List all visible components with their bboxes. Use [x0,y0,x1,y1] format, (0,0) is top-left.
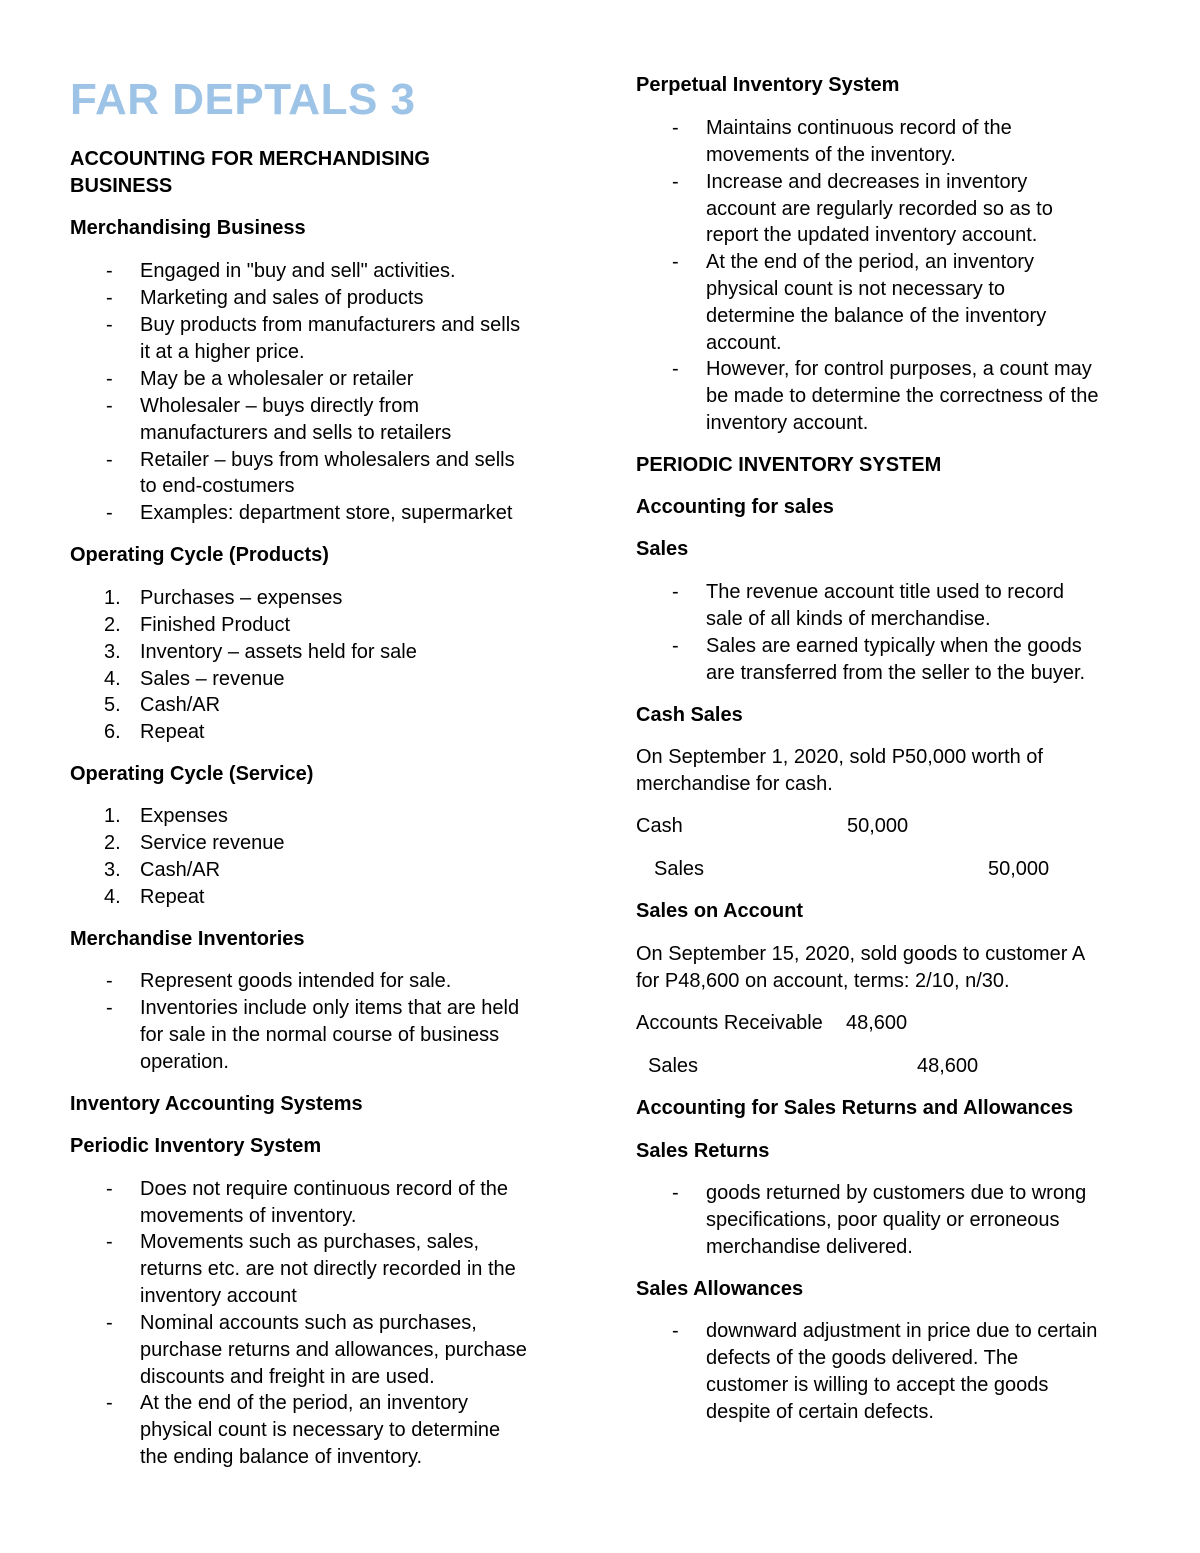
list-item: - Represent goods intended for sale. [106,970,452,992]
list-item: - At the end of the period, an inventory [672,251,1034,273]
numbered-item: 2. Finished Product [104,614,291,636]
list-item-cont: merchandise delivered. [706,1236,913,1258]
list-item: - Increase and decreases in inventory [672,171,1028,193]
section-heading-main-1: ACCOUNTING FOR MERCHANDISING [70,148,430,170]
journal-credit-amount: 48,600 [917,1055,979,1077]
merch-business-heading: Merchandising Business [70,217,306,239]
list-item-cont: movements of inventory. [140,1205,357,1227]
numbered-item: 4. Sales – revenue [104,668,285,690]
list-item: - Sales are earned typically when the goods [672,635,1082,657]
returns-allowances-heading: Accounting for Sales Returns and Allowances [636,1097,1074,1119]
list-item: - May be a wholesaler or retailer [106,368,414,390]
list-item-cont: account. [706,332,782,354]
journal-debit-account: Cash [636,815,683,837]
list-item-cont: inventory account. [706,412,869,434]
list-item-cont: customer is willing to accept the goods [706,1374,1049,1396]
sales-on-account-text-2: for P48,600 on account, terms: 2/10, n/30. [636,970,1010,992]
list-item: - goods returned by customers due to wrong [672,1182,1087,1204]
sales-allowances-heading: Sales Allowances [636,1278,804,1300]
list-item-cont: be made to determine the correctness of the [706,385,1099,407]
list-item: - Maintains continuous record of the [672,117,1012,139]
accounting-sales-heading: Accounting for sales [636,496,834,518]
list-item-cont: to end-costumers [140,475,295,497]
numbered-item: 2. Service revenue [104,832,285,854]
list-item-cont: specifications, poor quality or erroneous [706,1209,1060,1231]
list-item-cont: operation. [140,1051,229,1073]
list-item-cont: returns etc. are not directly recorded in the [140,1258,516,1280]
cycle-products-heading: Operating Cycle (Products) [70,544,329,566]
list-item: - However, for control purposes, a count may [672,358,1092,380]
list-item: - Retailer – buys from wholesalers and sells [106,449,515,471]
numbered-item: 6. Repeat [104,721,205,743]
cash-sales-heading: Cash Sales [636,704,743,726]
list-item: - The revenue account title used to record [672,581,1064,603]
list-item-cont: despite of certain defects. [706,1401,934,1423]
list-item: - Buy products from manufacturers and sells [106,314,521,336]
numbered-item: 1. Purchases – expenses [104,587,343,609]
list-item: - Examples: department store, supermarket [106,502,513,524]
periodic-system-heading: PERIODIC INVENTORY SYSTEM [636,454,942,476]
journal-credit-amount: 50,000 [988,858,1050,880]
numbered-item: 4. Repeat [104,886,205,908]
list-item-cont: discounts and freight in are used. [140,1366,435,1388]
merch-inventories-heading: Merchandise Inventories [70,928,305,950]
cycle-service-heading: Operating Cycle (Service) [70,763,314,785]
list-item-cont: manufacturers and sells to retailers [140,422,452,444]
list-item: - Movements such as purchases, sales, [106,1231,480,1253]
sales-returns-heading: Sales Returns [636,1140,770,1162]
perpetual-heading: Perpetual Inventory System [636,74,900,96]
numbered-item: 1. Expenses [104,805,228,827]
section-heading-main-2: BUSINESS [70,175,173,197]
list-item: - Inventories include only items that are held [106,997,520,1019]
journal-credit-account: Sales [654,858,705,880]
inv-systems-heading: Inventory Accounting Systems [70,1093,363,1115]
list-item-cont: sale of all kinds of merchandise. [706,608,991,630]
list-item-cont: physical count is necessary to determine [140,1419,501,1441]
journal-debit-amount: 50,000 [847,815,909,837]
list-item: - Marketing and sales of products [106,287,424,309]
cash-sales-text-1: On September 1, 2020, sold P50,000 worth of [636,746,1043,768]
list-item-cont: the ending balance of inventory. [140,1446,423,1468]
sales-on-account-text-1: On September 15, 2020, sold goods to customer A [636,943,1086,965]
journal-debit-amount: 48,600 [846,1012,908,1034]
cash-sales-text-2: merchandise for cash. [636,773,833,795]
list-item-cont: determine the balance of the inventory [706,305,1047,327]
list-item-cont: for sale in the normal course of business [140,1024,500,1046]
list-item-cont: movements of the inventory. [706,144,956,166]
list-item-cont: inventory account [140,1285,297,1307]
list-item: - At the end of the period, an inventory [106,1392,468,1414]
list-item-cont: purchase returns and allowances, purchase [140,1339,527,1361]
list-item: - Does not require continuous record of the [106,1178,508,1200]
list-item: - Nominal accounts such as purchases, [106,1312,477,1334]
journal-credit-account: Sales [648,1055,699,1077]
list-item-cont: are transferred from the seller to the buyer. [706,662,1086,684]
periodic-heading: Periodic Inventory System [70,1135,322,1157]
numbered-item: 3. Cash/AR [104,859,221,881]
document-title: FAR DEPTALS 3 [70,75,416,124]
sales-heading: Sales [636,538,689,560]
journal-debit-account: Accounts Receivable [636,1012,823,1034]
list-item-cont: it at a higher price. [140,341,305,363]
list-item-cont: defects of the goods delivered. The [706,1347,1019,1369]
numbered-item: 3. Inventory – assets held for sale [104,641,417,663]
numbered-item: 5. Cash/AR [104,694,221,716]
list-item: - downward adjustment in price due to certain [672,1320,1098,1342]
list-item-cont: account are regularly recorded so as to [706,198,1053,220]
sales-on-account-heading: Sales on Account [636,900,804,922]
list-item: - Engaged in "buy and sell" activities. [106,260,456,282]
list-item: - Wholesaler – buys directly from [106,395,419,417]
list-item-cont: report the updated inventory account. [706,224,1038,246]
list-item-cont: physical count is not necessary to [706,278,1006,300]
